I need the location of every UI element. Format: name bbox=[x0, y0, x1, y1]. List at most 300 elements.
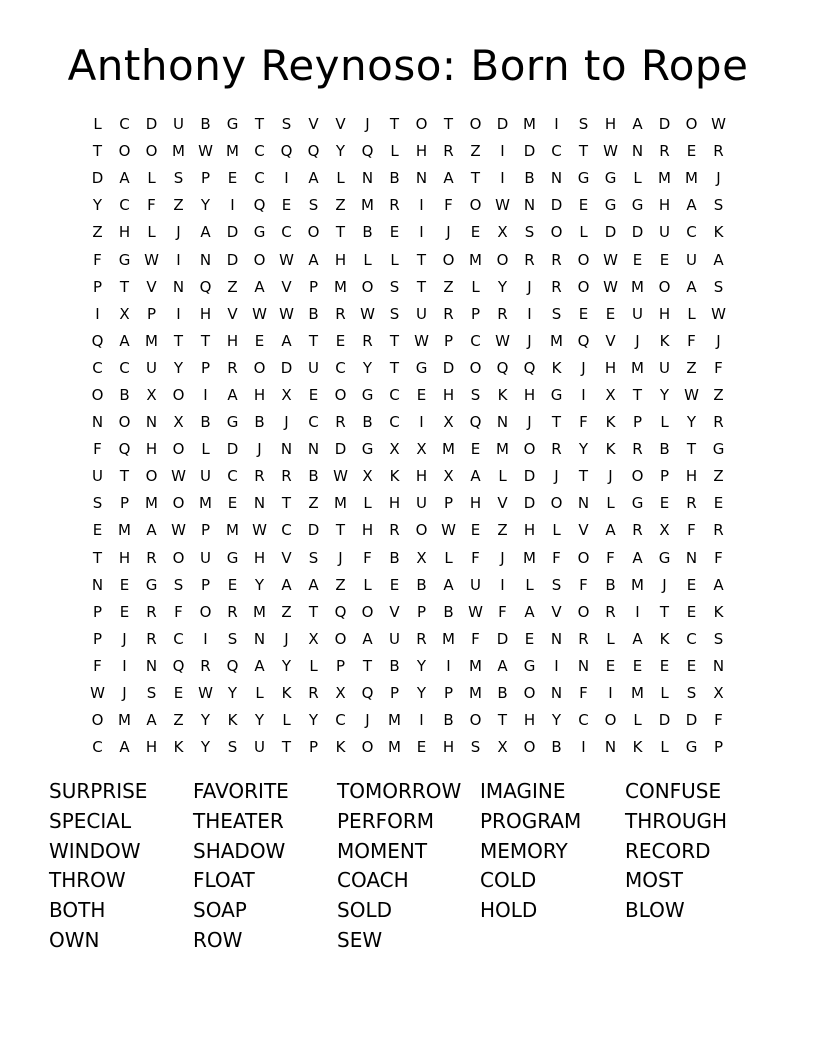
grid-letter: C bbox=[470, 331, 481, 350]
grid-letter: V bbox=[497, 494, 508, 513]
grid-letter: D bbox=[631, 223, 644, 242]
grid-letter: J bbox=[635, 331, 640, 350]
grid-letter: F bbox=[714, 358, 723, 377]
grid-letter: V bbox=[227, 304, 238, 323]
grid-letter: N bbox=[550, 629, 563, 648]
grid-letter: V bbox=[281, 277, 292, 296]
grid-letter: O bbox=[172, 494, 185, 513]
grid-letter: T bbox=[578, 467, 589, 486]
grid-letter: D bbox=[334, 440, 347, 459]
grid-letter: G bbox=[253, 223, 266, 242]
grid-letter: L bbox=[660, 738, 669, 757]
grid-letter: U bbox=[173, 115, 184, 134]
word-list-item: BLOW bbox=[625, 898, 685, 923]
grid-row bbox=[84, 111, 732, 138]
grid-letter: M bbox=[685, 169, 698, 188]
grid-letter: P bbox=[200, 521, 211, 540]
grid-letter: Y bbox=[173, 358, 184, 377]
grid-letter: C bbox=[335, 358, 346, 377]
grid-letter: T bbox=[416, 250, 427, 269]
grid-letter: A bbox=[254, 656, 265, 675]
grid-letter: I bbox=[554, 115, 559, 134]
grid-letter: N bbox=[91, 413, 104, 432]
grid-letter: M bbox=[523, 548, 536, 567]
grid-letter: D bbox=[658, 115, 671, 134]
grid-letter: Z bbox=[92, 223, 103, 242]
grid-letter: E bbox=[524, 629, 535, 648]
grid-letter: Y bbox=[362, 358, 373, 377]
grid-letter: Z bbox=[281, 602, 292, 621]
grid-letter: N bbox=[631, 142, 644, 161]
grid-letter: I bbox=[419, 223, 424, 242]
grid-letter: B bbox=[497, 684, 508, 703]
grid-letter: G bbox=[361, 440, 374, 459]
grid-letter: B bbox=[200, 115, 211, 134]
grid-letter: M bbox=[469, 250, 482, 269]
grid-letter: B bbox=[389, 548, 400, 567]
grid-letter: M bbox=[469, 656, 482, 675]
grid-letter: R bbox=[227, 358, 238, 377]
grid-letter: B bbox=[254, 413, 265, 432]
grid-letter: H bbox=[388, 494, 401, 513]
grid-letter: H bbox=[604, 115, 617, 134]
grid-letter: O bbox=[577, 602, 590, 621]
grid-letter: R bbox=[632, 521, 643, 540]
grid-letter: O bbox=[523, 738, 536, 757]
grid-letter: L bbox=[606, 494, 615, 513]
grid-letter: Q bbox=[253, 196, 266, 215]
grid-letter: F bbox=[498, 602, 507, 621]
grid-letter: O bbox=[172, 440, 185, 459]
grid-letter: N bbox=[523, 196, 536, 215]
grid-letter: X bbox=[416, 548, 427, 567]
grid-letter: H bbox=[145, 440, 158, 459]
grid-letter: M bbox=[631, 358, 644, 377]
grid-letter: P bbox=[335, 656, 346, 675]
grid-row bbox=[84, 219, 732, 246]
grid-letter: C bbox=[227, 467, 238, 486]
grid-letter: T bbox=[389, 115, 400, 134]
grid-letter: W bbox=[90, 684, 105, 703]
grid-letter: W bbox=[360, 304, 375, 323]
grid-letter: R bbox=[497, 304, 508, 323]
grid-letter: N bbox=[145, 656, 158, 675]
grid-letter: K bbox=[551, 358, 562, 377]
grid-letter: Q bbox=[496, 358, 509, 377]
grid-letter: H bbox=[253, 548, 266, 567]
grid-letter: E bbox=[686, 656, 697, 675]
grid-letter: M bbox=[631, 684, 644, 703]
grid-letter: M bbox=[442, 629, 455, 648]
grid-letter: Q bbox=[307, 142, 320, 161]
grid-letter: C bbox=[578, 711, 589, 730]
grid-letter: C bbox=[686, 223, 697, 242]
grid-letter: N bbox=[91, 575, 104, 594]
grid-letter: Q bbox=[334, 602, 347, 621]
grid-letter: C bbox=[281, 223, 292, 242]
grid-letter: D bbox=[145, 115, 158, 134]
grid-letter: A bbox=[605, 521, 616, 540]
word-list-item: PERFORM bbox=[337, 808, 434, 833]
grid-letter: B bbox=[308, 467, 319, 486]
grid-letter: E bbox=[389, 223, 400, 242]
grid-letter: S bbox=[389, 304, 400, 323]
grid-letter: E bbox=[659, 494, 670, 513]
grid-letter: T bbox=[173, 331, 184, 350]
grid-letter: S bbox=[389, 277, 400, 296]
grid-letter: E bbox=[308, 385, 319, 404]
grid-letter: Z bbox=[713, 467, 724, 486]
grid-letter: T bbox=[632, 385, 643, 404]
grid-letter: L bbox=[687, 304, 696, 323]
grid-letter: H bbox=[442, 385, 455, 404]
grid-letter: D bbox=[496, 629, 509, 648]
grid-letter: S bbox=[578, 115, 589, 134]
grid-letter: Q bbox=[172, 656, 185, 675]
grid-letter: L bbox=[255, 684, 264, 703]
grid-letter: N bbox=[496, 413, 509, 432]
grid-row bbox=[84, 355, 732, 382]
grid-letter: O bbox=[91, 711, 104, 730]
grid-letter: J bbox=[554, 467, 559, 486]
grid-letter: P bbox=[119, 494, 130, 513]
grid-letter: O bbox=[577, 277, 590, 296]
grid-letter: P bbox=[443, 684, 454, 703]
grid-letter: T bbox=[92, 548, 103, 567]
grid-letter: K bbox=[227, 711, 238, 730]
grid-letter: L bbox=[633, 711, 642, 730]
grid-letter: G bbox=[658, 548, 671, 567]
grid-letter: U bbox=[470, 575, 481, 594]
grid-letter: F bbox=[579, 684, 588, 703]
grid-letter: O bbox=[91, 385, 104, 404]
grid-letter: O bbox=[172, 385, 185, 404]
grid-letter: O bbox=[469, 358, 482, 377]
grid-letter: W bbox=[198, 142, 213, 161]
grid-letter: B bbox=[443, 602, 454, 621]
grid-letter: V bbox=[335, 115, 346, 134]
grid-letter: D bbox=[685, 711, 698, 730]
grid-letter: J bbox=[527, 277, 532, 296]
grid-letter: F bbox=[687, 331, 696, 350]
grid-letter: E bbox=[713, 494, 724, 513]
word-list-item: PROGRAM bbox=[480, 808, 582, 833]
grid-letter: G bbox=[604, 169, 617, 188]
grid-letter: U bbox=[659, 223, 670, 242]
grid-letter: F bbox=[687, 521, 696, 540]
grid-letter: H bbox=[145, 738, 158, 757]
grid-letter: H bbox=[253, 385, 266, 404]
grid-letter: W bbox=[279, 250, 294, 269]
grid-letter: G bbox=[226, 548, 239, 567]
grid-letter: M bbox=[199, 494, 212, 513]
grid-letter: F bbox=[93, 440, 102, 459]
grid-letter: Q bbox=[361, 684, 374, 703]
grid-letter: Z bbox=[335, 196, 346, 215]
grid-letter: A bbox=[524, 602, 535, 621]
grid-letter: X bbox=[173, 413, 184, 432]
grid-letter: L bbox=[525, 575, 534, 594]
grid-letter: T bbox=[389, 331, 400, 350]
grid-letter: U bbox=[389, 629, 400, 648]
grid-letter: R bbox=[254, 467, 265, 486]
grid-letter: H bbox=[199, 304, 212, 323]
grid-letter: H bbox=[604, 358, 617, 377]
grid-letter: Y bbox=[659, 385, 670, 404]
grid-letter: K bbox=[173, 738, 184, 757]
grid-letter: J bbox=[338, 548, 343, 567]
grid-letter: P bbox=[92, 629, 103, 648]
grid-letter: M bbox=[550, 331, 563, 350]
grid-letter: B bbox=[416, 575, 427, 594]
grid-letter: J bbox=[365, 115, 370, 134]
grid-letter: P bbox=[389, 684, 400, 703]
grid-letter: Q bbox=[469, 413, 482, 432]
grid-letter: P bbox=[92, 277, 103, 296]
grid-letter: S bbox=[686, 684, 697, 703]
grid-letter: F bbox=[444, 196, 453, 215]
grid-row bbox=[84, 382, 732, 409]
grid-row bbox=[84, 653, 732, 680]
grid-letter: J bbox=[662, 575, 667, 594]
grid-letter: X bbox=[713, 684, 724, 703]
grid-letter: K bbox=[659, 629, 670, 648]
grid-letter: J bbox=[122, 684, 127, 703]
grid-letter: N bbox=[253, 629, 266, 648]
grid-letter: M bbox=[118, 711, 131, 730]
grid-letter: M bbox=[226, 142, 239, 161]
grid-letter: L bbox=[390, 142, 399, 161]
grid-letter: Z bbox=[308, 494, 319, 513]
grid-letter: B bbox=[389, 169, 400, 188]
grid-letter: F bbox=[93, 656, 102, 675]
grid-letter: E bbox=[281, 196, 292, 215]
grid-letter: S bbox=[470, 738, 481, 757]
word-list-item: IMAGINE bbox=[480, 779, 566, 803]
grid-letter: I bbox=[500, 575, 505, 594]
grid-letter: O bbox=[469, 711, 482, 730]
grid-letter: W bbox=[603, 277, 618, 296]
grid-letter: D bbox=[604, 223, 617, 242]
grid-letter: A bbox=[254, 277, 265, 296]
grid-letter: V bbox=[281, 548, 292, 567]
grid-letter: I bbox=[527, 304, 532, 323]
grid-letter: E bbox=[335, 331, 346, 350]
grid-letter: O bbox=[118, 413, 131, 432]
grid-letter: W bbox=[171, 521, 186, 540]
grid-letter: Y bbox=[551, 711, 562, 730]
grid-letter: F bbox=[714, 548, 723, 567]
grid-letter: Q bbox=[361, 142, 374, 161]
grid-letter: E bbox=[578, 304, 589, 323]
grid-letter: N bbox=[172, 277, 185, 296]
grid-letter: Y bbox=[686, 413, 697, 432]
grid-letter: A bbox=[308, 250, 319, 269]
grid-letter: J bbox=[365, 711, 370, 730]
grid-letter: C bbox=[119, 115, 130, 134]
grid-letter: E bbox=[416, 738, 427, 757]
word-list-item: COLD bbox=[480, 868, 537, 893]
grid-letter: T bbox=[686, 440, 697, 459]
grid-letter: L bbox=[390, 250, 399, 269]
grid-letter: I bbox=[419, 413, 424, 432]
grid-letter: W bbox=[252, 521, 267, 540]
grid-letter: P bbox=[92, 602, 103, 621]
grid-letter: W bbox=[414, 331, 429, 350]
grid-letter: E bbox=[659, 250, 670, 269]
grid-letter: D bbox=[523, 494, 536, 513]
grid-letter: X bbox=[443, 413, 454, 432]
grid-letter: U bbox=[92, 467, 103, 486]
grid-letter: C bbox=[254, 142, 265, 161]
grid-letter: L bbox=[471, 277, 480, 296]
grid-letter: G bbox=[415, 358, 428, 377]
grid-letter: W bbox=[441, 521, 456, 540]
grid-letter: S bbox=[551, 575, 562, 594]
grid-letter: O bbox=[577, 548, 590, 567]
grid-letter: R bbox=[416, 629, 427, 648]
grid-letter: O bbox=[685, 115, 698, 134]
grid-letter: S bbox=[713, 629, 724, 648]
grid-letter: F bbox=[93, 250, 102, 269]
grid-letter: J bbox=[500, 548, 505, 567]
grid-letter: U bbox=[254, 738, 265, 757]
grid-letter: J bbox=[257, 440, 262, 459]
grid-letter: U bbox=[416, 304, 427, 323]
grid-letter: R bbox=[443, 304, 454, 323]
grid-letter: A bbox=[632, 115, 643, 134]
grid-letter: N bbox=[199, 250, 212, 269]
grid-letter: U bbox=[416, 494, 427, 513]
grid-letter: V bbox=[146, 277, 157, 296]
grid-letter: M bbox=[172, 142, 185, 161]
grid-letter: Y bbox=[416, 684, 427, 703]
grid-letter: N bbox=[145, 413, 158, 432]
grid-letter: E bbox=[605, 656, 616, 675]
word-list-item: SOLD bbox=[337, 898, 392, 923]
grid-letter: I bbox=[500, 169, 505, 188]
grid-letter: L bbox=[282, 711, 291, 730]
grid-letter: S bbox=[551, 304, 562, 323]
grid-letter: O bbox=[550, 494, 563, 513]
grid-letter: A bbox=[308, 575, 319, 594]
grid-letter: A bbox=[308, 169, 319, 188]
word-list-item: ROW bbox=[193, 927, 243, 952]
grid-letter: E bbox=[173, 684, 184, 703]
grid-letter: G bbox=[226, 413, 239, 432]
grid-letter: S bbox=[281, 115, 292, 134]
grid-letter: B bbox=[659, 440, 670, 459]
grid-row bbox=[84, 680, 732, 707]
grid-letter: S bbox=[92, 494, 103, 513]
grid-letter: U bbox=[632, 304, 643, 323]
word-list-item: BOTH bbox=[49, 898, 106, 923]
grid-letter: P bbox=[308, 738, 319, 757]
grid-letter: O bbox=[550, 223, 563, 242]
grid-letter: H bbox=[658, 196, 671, 215]
grid-letter: I bbox=[284, 169, 289, 188]
grid-letter: N bbox=[280, 440, 293, 459]
grid-letter: R bbox=[524, 250, 535, 269]
grid-letter: R bbox=[605, 602, 616, 621]
grid-letter: C bbox=[686, 629, 697, 648]
grid-row bbox=[84, 409, 732, 436]
grid-letter: W bbox=[603, 142, 618, 161]
grid-letter: O bbox=[361, 277, 374, 296]
grid-row bbox=[84, 626, 732, 653]
grid-letter: W bbox=[495, 331, 510, 350]
grid-letter: J bbox=[527, 413, 532, 432]
grid-letter: D bbox=[226, 440, 239, 459]
grid-letter: E bbox=[119, 602, 130, 621]
grid-letter: P bbox=[200, 169, 211, 188]
grid-letter: Z bbox=[686, 358, 697, 377]
grid-letter: Y bbox=[497, 277, 508, 296]
grid-letter: S bbox=[713, 277, 724, 296]
grid-letter: X bbox=[416, 440, 427, 459]
grid-letter: O bbox=[253, 358, 266, 377]
grid-letter: I bbox=[581, 738, 586, 757]
grid-letter: R bbox=[551, 250, 562, 269]
grid-letter: E bbox=[227, 169, 238, 188]
grid-letter: C bbox=[308, 413, 319, 432]
word-list-item: WINDOW bbox=[49, 838, 141, 863]
grid-letter: R bbox=[713, 521, 724, 540]
grid-letter: C bbox=[92, 358, 103, 377]
grid-letter: W bbox=[252, 304, 267, 323]
grid-letter: W bbox=[711, 304, 726, 323]
grid-letter: F bbox=[714, 711, 723, 730]
grid-letter: F bbox=[471, 629, 480, 648]
grid-letter: U bbox=[686, 250, 697, 269]
grid-letter: F bbox=[174, 602, 183, 621]
grid-letter: I bbox=[122, 656, 127, 675]
grid-letter: S bbox=[146, 684, 157, 703]
grid-letter: N bbox=[307, 440, 320, 459]
grid-letter: D bbox=[496, 115, 509, 134]
grid-letter: Z bbox=[335, 575, 346, 594]
grid-letter: H bbox=[658, 304, 671, 323]
grid-letter: T bbox=[119, 467, 130, 486]
word-list-item: SHADOW bbox=[193, 838, 286, 863]
grid-letter: O bbox=[415, 115, 428, 134]
grid-letter: T bbox=[254, 115, 265, 134]
grid-letter: B bbox=[308, 304, 319, 323]
grid-letter: E bbox=[92, 521, 103, 540]
grid-letter: Z bbox=[713, 385, 724, 404]
grid-letter: I bbox=[500, 142, 505, 161]
grid-letter: U bbox=[659, 358, 670, 377]
grid-letter: U bbox=[146, 358, 157, 377]
grid-letter: M bbox=[388, 738, 401, 757]
grid-letter: I bbox=[203, 629, 208, 648]
grid-letter: D bbox=[226, 250, 239, 269]
grid-letter: Q bbox=[199, 277, 212, 296]
grid-letter: E bbox=[632, 250, 643, 269]
grid-letter: R bbox=[659, 142, 670, 161]
grid-letter: T bbox=[281, 738, 292, 757]
grid-letter: S bbox=[713, 196, 724, 215]
grid-letter: A bbox=[119, 738, 130, 757]
grid-letter: V bbox=[389, 602, 400, 621]
grid-letter: C bbox=[254, 169, 265, 188]
grid-letter: L bbox=[363, 250, 372, 269]
grid-letter: P bbox=[416, 602, 427, 621]
grid-letter: F bbox=[579, 413, 588, 432]
grid-letter: E bbox=[686, 575, 697, 594]
grid-letter: R bbox=[362, 331, 373, 350]
grid-letter: W bbox=[468, 602, 483, 621]
